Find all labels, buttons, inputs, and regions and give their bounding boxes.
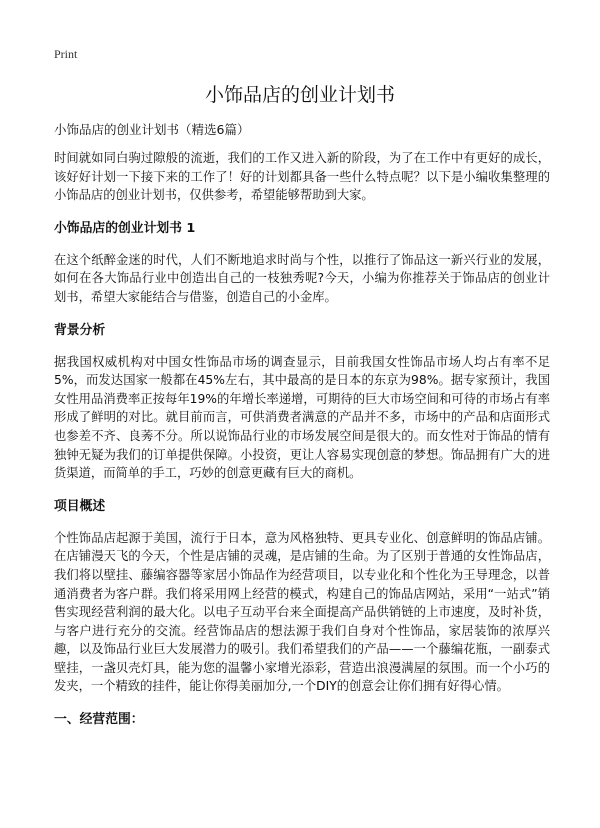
background-paragraph: 据我国权威机构对中国女性饰品市场的调查显示，目前我国女性饰品市场人均占有率不足5%，而发达国家一般都在45%左右，其中最高的是日本的东京为98%。据专家预计，我国女性用品消费率正按每年19%的年增长率递增，可期待的巨大市场空间和可待的市场占有率形成了鲜明的对比。就目前而言，可供消费者满意的产品并不多，市场中的产品和店面形式也参差不齐、良莠不分。所以说饰品行业的市场发展空间是很大的。而女性对于饰品的情有独钟无疑为我们的订单提供保障。小投资，更让人容易实现创意的梦想。饰品拥有广大的进货渠道，而简单的手工，巧妙的创意更藏有巨大的商机。 — [54, 354, 550, 481]
document-body — [54, 120, 550, 742]
project-heading: 项目概述 — [54, 498, 106, 514]
document-subtitle: 小饰品店的创业计划书（精选6篇） — [54, 122, 250, 137]
section-1-paragraph: 在这个纸醉金迷的时代，人们不断地追求时尚与个性，以推行了饰品这一新兴行业的发展，如何在各大饰品行业中创造出自己的一枝独秀呢?今天，小编为你推荐关于饰品店的创业计划书，希望大家能结合与借鉴，创造自己的小金库。 — [54, 252, 550, 304]
page-title: 小饰品店的创业计划书 — [204, 84, 395, 106]
print-link[interactable]: Print — [54, 47, 78, 61]
section-1-heading: 小饰品店的创业计划书 1 — [54, 220, 196, 236]
background-heading: 背景分析 — [54, 322, 106, 338]
intro-paragraph: 时间就如同白驹过隙般的流逝，我们的工作又进入新的阶段，为了在工作中有更好的成长，该好好计划一下接下来的工作了！好的计划都具备一些什么特点呢？以下是小编收集整理的小饰品店的创业计划书，仅供参考，希望能够帮助到大家。 — [54, 151, 550, 203]
scope-heading: 一、经营范围： — [54, 712, 144, 728]
project-paragraph: 个性饰品店起源于美国，流行于日本，意为风格独特、更具专业化、创意鲜明的饰品店铺。在店铺漫天飞的今天，个性是店铺的灵魂，是店铺的生命。为了区别于普通的女性饰品店，我们将以壁挂、藤编容器等家居小饰品作为经营项目，以专业化和个性化为王导理念，以普通消费者为客户群。我们将采用网上经营的模式，构建自己的饰品店网站，采用“一站式”销售实现经营利润的最大化。以电子互动平台来全面提高产品供销链的上市速度，及时补货，与客户进行充分的交流。经营饰品店的想法源于我们自身对个性饰品，家居装饰的浓厚兴趣，以及饰品行业巨大发展潜力的吸引。我们希望我们的产品——一个藤编花瓶，一副泰式壁挂，一盏贝壳灯具，能为您的温馨小家增光添彩，营造出浪漫满屋的氛围。而一个小巧的发夹，一个精致的挂件，能让你得美丽加分,一个DIY的创意会让你们拥有好得心情。 — [54, 530, 550, 694]
